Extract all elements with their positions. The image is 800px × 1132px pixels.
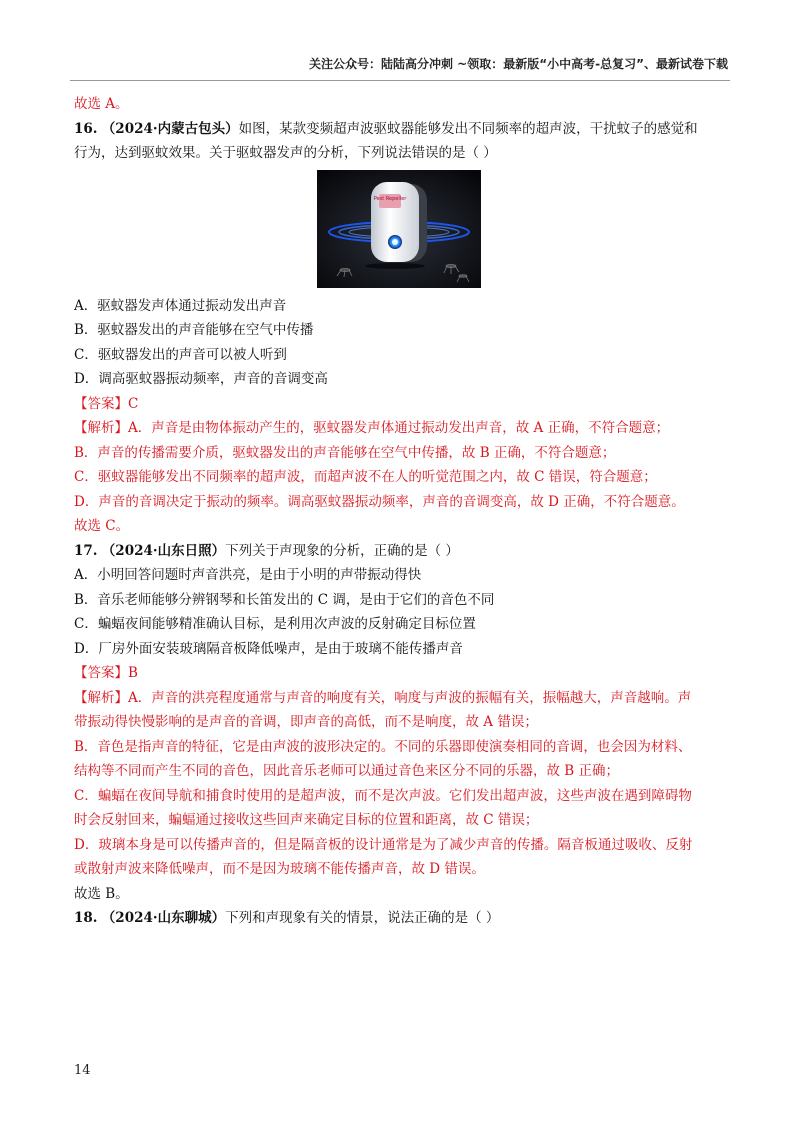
q16-analysis-line-4: D．声音的音调决定于振动的频率。调高驱蚊器振动频率，声音的音调变高，故 D 正确，不符合题意。 xyxy=(74,493,685,510)
q17-analysis-line-5: C．蝙蝠在夜间导航和捕食时使用的是超声波，而不是次声波。它们发出超声波，这些声波在遇到障碍物 xyxy=(74,787,692,804)
page-number: 14 xyxy=(74,1063,91,1078)
q17-analysis-line-6: 时会反射回来，蝙蝠通过接收这些回声来确定目标的位置和距离，故 C 错误； xyxy=(74,812,539,828)
q16-stem-line-2: 行为，达到驱蚊效果。关于驱蚊器发声的分析，下列说法错误的是（ ） xyxy=(74,145,497,161)
q16-option-c: C．驱蚊器发出的声音可以被人听到 xyxy=(74,346,287,363)
q17-option-a: A．小明回答问题时声音洪亮，是由于小明的声带振动得快 xyxy=(74,567,422,583)
q17-option-c: C．蝙蝠夜间能够精准确认目标，是利用次声波的反射确定目标位置 xyxy=(74,616,476,632)
q16-option-a: A．驱蚊器发声体通过振动发出声音 xyxy=(74,297,287,314)
q15-conclusion: 故选 A。 xyxy=(74,96,129,112)
q17-answer-value: B xyxy=(128,665,138,681)
q16-analysis-text-a: A．声音是由物体振动产生的，驱蚊器发声体通过振动发出声音，故 A 正确，不符合题意； xyxy=(128,420,670,436)
q17-stem-line xyxy=(74,539,734,564)
q16-answer-value: C xyxy=(128,395,139,412)
q17-answer-label: 【答案】 xyxy=(74,665,128,681)
q17-number: 17. xyxy=(74,542,98,559)
q17-stem: 下列关于声现象的分析，正确的是（ ） xyxy=(225,542,459,559)
q16-analysis-label: 【解析】 xyxy=(74,420,128,436)
q17-analysis-line-2: 带振动得快慢影响的是声音的音调，即声音的高低，而不是响度，故 A 错误； xyxy=(74,714,538,730)
q17-analysis-line-4: 结构等不同而产生不同的音色，因此音乐老师可以通过音色来区分不同的乐器，故 B 正确； xyxy=(74,763,620,779)
q17-analysis-line-8: 或散射声波来降低噪声，而不是因为玻璃不能传播声音，故 D 错误。 xyxy=(74,861,485,877)
q17-source: （2024·山东日照） xyxy=(101,542,226,559)
q16-analysis-line-2: B．声音的传播需要介质，驱蚊器发出的声音能够在空气中传播，故 B 正确，不符合题意； xyxy=(74,444,616,461)
q17-analysis-text-a: A．声音的洪亮程度通常与声音的响度有关，响度与声波的振幅有关，振幅越大，声音越响。声 xyxy=(128,689,692,706)
q17-conclusion: 故选 B。 xyxy=(74,885,129,902)
q16-analysis-line-3: C．驱蚊器能够发出不同频率的超声波，而超声波不在人的听觉范围之内，故 C 错误，符合题意； xyxy=(74,469,657,485)
page-content xyxy=(74,92,734,931)
q16-figure-mosquito-repeller xyxy=(317,170,481,288)
q16-option-d: D．调高驱蚊器振动频率，声音的音调变高 xyxy=(74,371,328,387)
q16-conclusion: 故选 C。 xyxy=(74,518,130,534)
q17-option-b: B．音乐老师能够分辨钢琴和长笛发出的 C 调，是由于它们的音色不同 xyxy=(74,591,495,608)
q18-source: （2024·山东聊城） xyxy=(101,910,226,926)
q18-number: 18. xyxy=(74,910,98,926)
q18-stem-line xyxy=(74,906,734,931)
q16-analysis-line-1 xyxy=(74,416,734,441)
q16-answer xyxy=(74,392,734,417)
q16-option-b: B．驱蚊器发出的声音能够在空气中传播 xyxy=(74,322,314,338)
q16-stem-1: 如图，某款变频超声波驱蚊器能够发出不同频率的超声波，干扰蚊子的感觉和 xyxy=(238,120,698,137)
q17-answer xyxy=(74,661,734,686)
q17-option-d: D．厂房外面安装玻璃隔音板降低噪声，是由于玻璃不能传播声音 xyxy=(74,640,463,657)
header-divider xyxy=(70,80,730,81)
q17-analysis-line-7: D．玻璃本身是可以传播声音的，但是隔音板的设计通常是为了减少声音的传播。隔音板通过吸收、反射 xyxy=(74,836,693,853)
q16-source: （2024·内蒙古包头） xyxy=(101,120,239,137)
q17-analysis-line-1 xyxy=(74,686,734,711)
q16-stem-line-1 xyxy=(74,117,734,142)
q16-number: 16. xyxy=(74,120,98,137)
page-header: 关注公众号：陆陆高分冲刺 ~领取：最新版“小中高考-总复习”、最新试卷下载 xyxy=(309,57,728,71)
q16-answer-label: 【答案】 xyxy=(74,395,128,412)
repeller-label-text: Pest Repeller xyxy=(373,195,407,202)
repeller-photo xyxy=(317,170,481,288)
q17-analysis-line-3: B．音色是指声音的特征，它是由声波的波形决定的。不同的乐器即使演奏相同的音调，也会因为材料、 xyxy=(74,738,692,755)
q18-stem: 下列和声现象有关的情景，说法正确的是（ ） xyxy=(225,910,500,926)
q17-analysis-label: 【解析】 xyxy=(74,689,128,706)
